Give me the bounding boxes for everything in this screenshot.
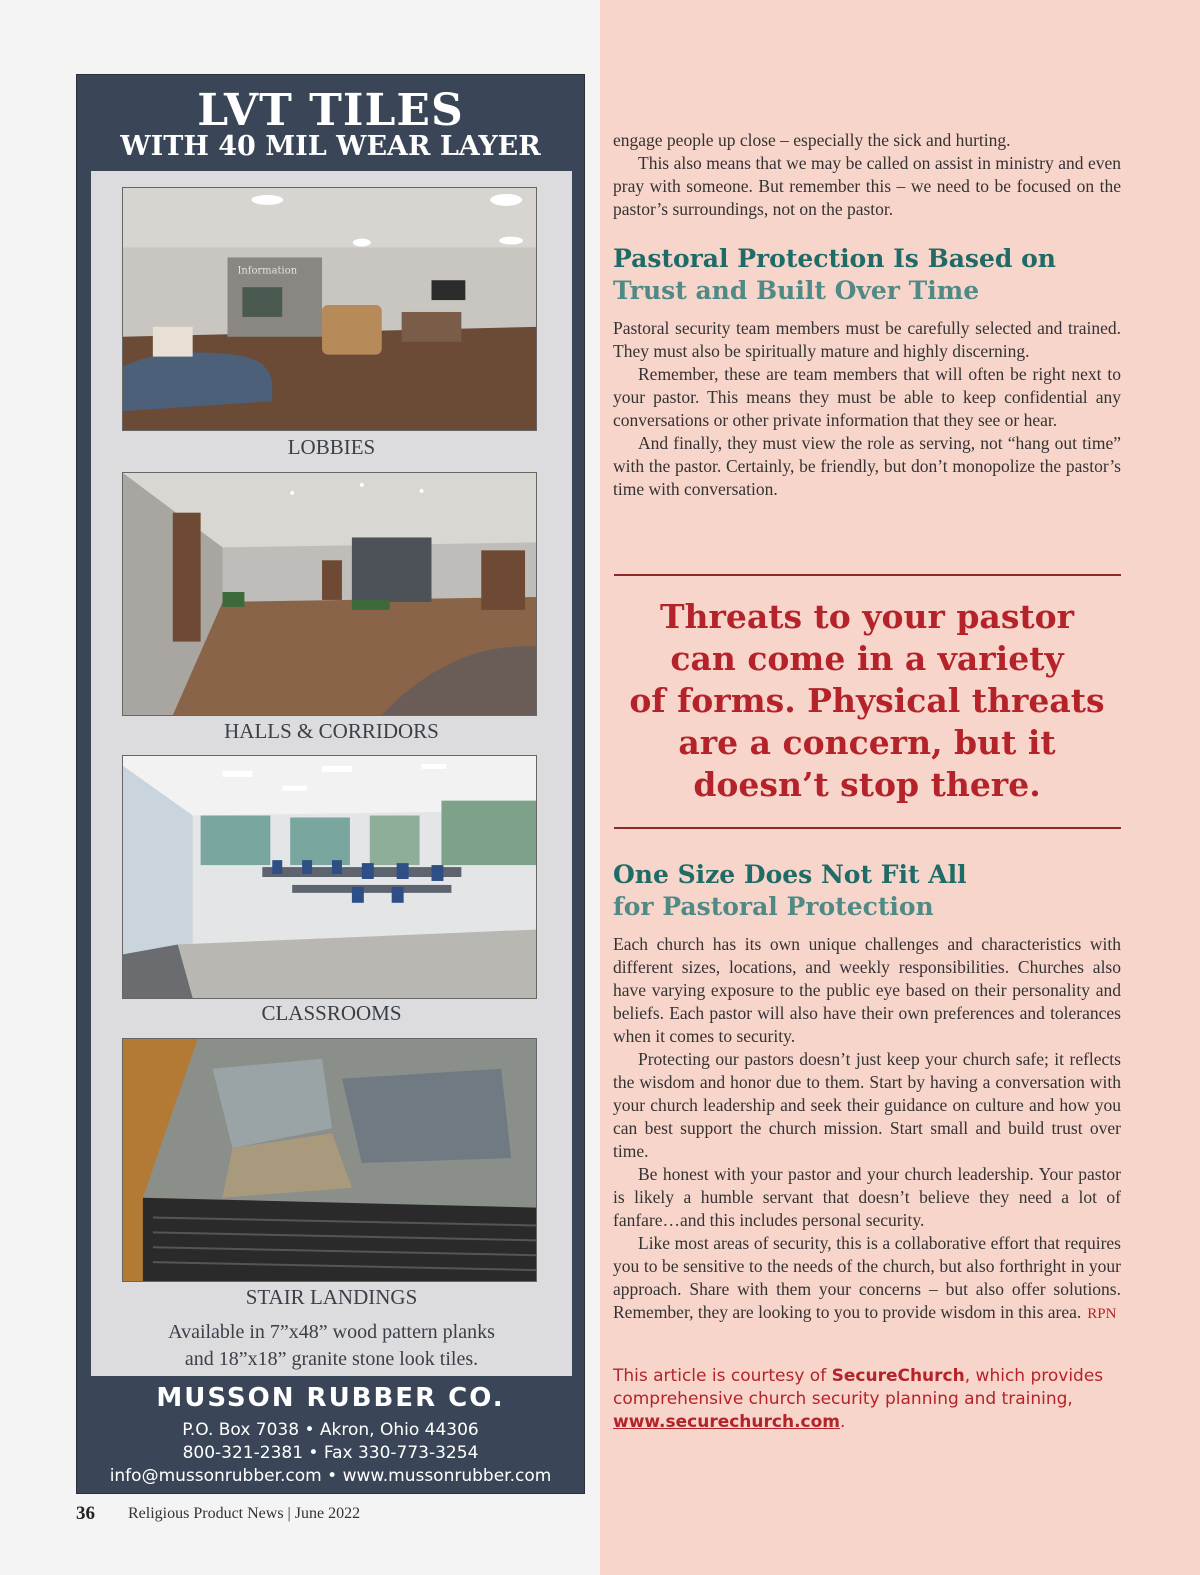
section2-heading: [613, 859, 1133, 923]
heading-line-1: Pastoral Protection Is Based on: [613, 244, 1056, 273]
credit-brand: SecureChurch: [831, 1366, 965, 1386]
heading-line-1: One Size Does Not Fit All: [613, 860, 967, 889]
advertisement: [76, 74, 585, 1494]
article-credit: [613, 1365, 1133, 1434]
pull-quote-line: Threats to your pastor: [659, 597, 1075, 636]
page-number: 36: [76, 1503, 95, 1524]
caption-halls: HALLS & CORRIDORS: [224, 719, 439, 743]
photo-classrooms: [122, 755, 537, 999]
caption-lobbies: LOBBIES: [287, 435, 376, 459]
photo-sign: Information: [237, 265, 298, 277]
paragraph: Remember, these are team members that will often be right next to your pastor. This means they must be able to keep confidential any conversations or other private information that they see or hear.: [613, 364, 1121, 430]
intro-text: [613, 129, 1121, 221]
availability-line-1: Available in 7”x48” wood pattern planks: [168, 1321, 495, 1343]
paragraph: Be honest with your pastor and your church leadership. Your pastor is likely a humble servant that doesn’t believe they need a lot of fanfare…and this includes personal security.: [613, 1164, 1121, 1230]
ad-photo-panel: [91, 171, 572, 1376]
caption-stair-landings: STAIR LANDINGS: [245, 1285, 418, 1309]
ad-title: LVT TILES: [197, 85, 464, 136]
paragraph: Pastoral security team members must be carefully selected and trained. They must also be spiritually mature and highly discerning.: [613, 318, 1121, 361]
pull-quote-line: are a concern, but it: [678, 723, 1056, 762]
pull-quote-line: of forms. Physical threats: [629, 681, 1105, 720]
heading-line-2: Trust and Built Over Time: [613, 276, 980, 305]
caption-classrooms: CLASSROOMS: [261, 1001, 402, 1025]
end-mark: RPN: [1087, 1306, 1117, 1322]
section1-body: [613, 317, 1121, 501]
ad-address: P.O. Box 7038 • Akron, Ohio 44306: [182, 1420, 479, 1440]
availability-line-2: and 18”x18” granite stone look tiles.: [184, 1348, 479, 1370]
paragraph: Each church has its own unique challenges and characteristics with different sizes, locations, and weekly responsibilities. Churches also have varying exposure to the public eye based on their personality and beliefs. Each pastor will also have their own preferences and tolerances when it comes to security.: [613, 934, 1121, 1046]
pull-quote-line: can come in a variety: [670, 639, 1064, 678]
photo-stair-landings: [122, 1038, 537, 1282]
photo-halls: [122, 472, 537, 716]
paragraph: And finally, they must view the role as serving, not “hang out time” with the pastor. Certainly, be friendly, but don’t monopolize the pastor’s time with conversation.: [613, 433, 1121, 499]
credit-link[interactable]: www.securechurch.com: [613, 1412, 841, 1432]
paragraph: Protecting our pastors doesn’t just keep your church safe; it reflects the wisdom and honor due to them. Start by having a conversation with your church leadership and seek their guidance on culture and how you can best support the church mission. Start small and build trust over time.: [613, 1049, 1121, 1161]
credit-suffix: .: [840, 1412, 846, 1432]
pull-quote-top-rule: [614, 574, 1121, 576]
publication-info: Religious Product News | June 2022: [128, 1505, 361, 1522]
pull-quote-bottom-rule: [614, 827, 1121, 829]
heading-line-2: for Pastoral Protection: [613, 892, 934, 921]
pull-quote-line: doesn’t stop there.: [693, 765, 1041, 804]
ad-subtitle: WITH 40 MIL WEAR LAYER: [120, 131, 541, 162]
ad-web: info@mussonrubber.com • www.mussonrubber.com: [109, 1466, 552, 1486]
ad-company-name: MUSSON RUBBER CO.: [156, 1383, 505, 1413]
credit-prefix: This article is courtesy of: [613, 1366, 832, 1386]
ad-phone: 800-321-2381 • Fax 330-773-3254: [182, 1443, 479, 1463]
pull-quote: [613, 596, 1121, 806]
section2-body: [613, 933, 1121, 1326]
paragraph: This also means that we may be called on assist in ministry and even pray with someone. But remember this – we need to be focused on the pastor’s surroundings, not on the pastor.: [613, 153, 1121, 219]
paragraph-text: Like most areas of security, this is a collaborative effort that requires you to be sensitive to the needs of the church, but also forthright in your approach. Share with them your concerns – but also offer solutions. Remember, they are looking to you to provide wisdom in this area.: [613, 1233, 1121, 1322]
paragraph: engage people up close – especially the sick and hurting.: [613, 130, 1011, 150]
credit-middle: , which provides comprehensive church security planning and training,: [613, 1366, 1104, 1409]
photo-lobby: [122, 187, 537, 431]
paragraph-last: [613, 1232, 1121, 1326]
section1-heading: [613, 243, 1133, 307]
